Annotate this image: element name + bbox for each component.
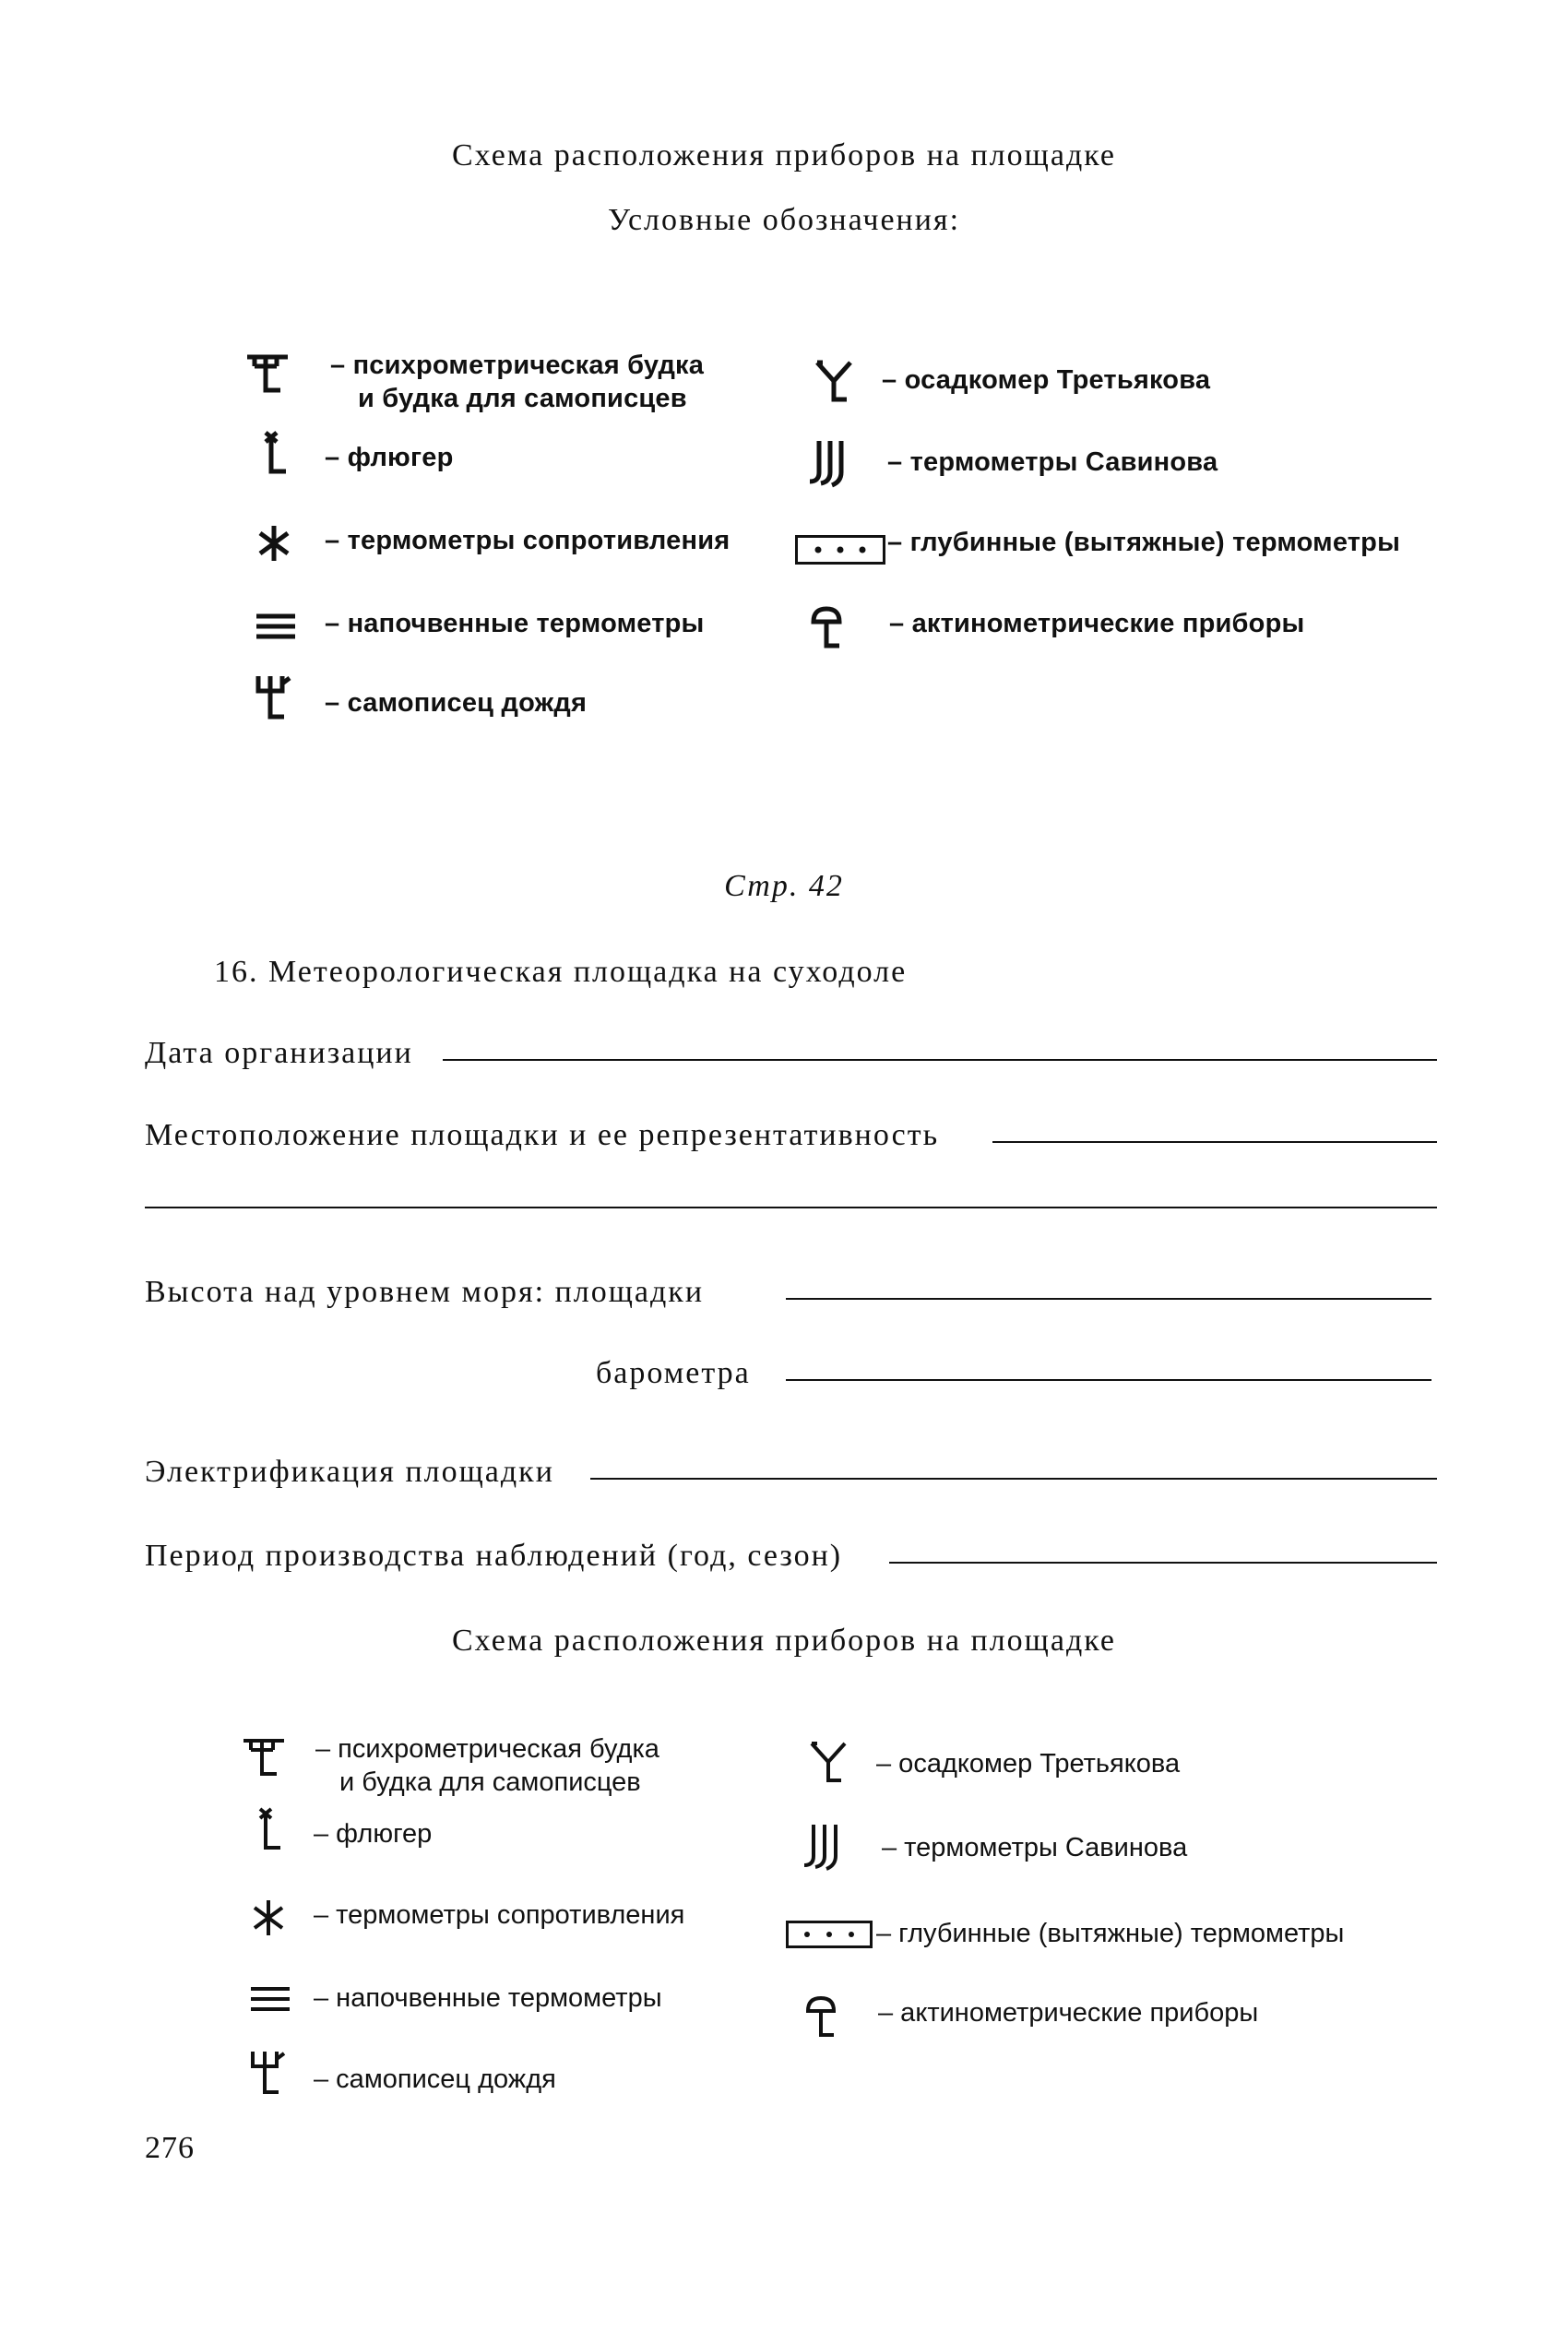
barometer-field-line[interactable] [786,1379,1431,1381]
rain-recorder-icon [249,671,303,724]
legend-precip-gauge: – осадкомер Третьякова [882,365,1211,395]
legend-actinometric: – актинометрические приборы [889,609,1305,638]
altitude-field-line[interactable] [786,1298,1431,1300]
location-label: Местоположение площадки и ее репрезентативность [145,1118,940,1152]
precip-gauge-icon [804,1736,858,1790]
legend-savinov-thermometers: – термометры Савинова [887,447,1218,477]
location-field-line-2[interactable] [145,1207,1437,1208]
legend2-rain-recorder: – самописец дождя [314,2064,556,2094]
depth-thermometers-icon [786,1921,873,1948]
electrification-label: Электрификация площадки [145,1455,554,1489]
legend-resistance-thermometers: – термометры сопротивления [325,526,731,555]
legend2-actinometric: – актинометрические приборы [878,1998,1259,2028]
soil-thermometers-icon [245,1972,299,2026]
legend-rain-recorder: – самописец дождя [325,688,588,718]
psychrometric-booth-icon [238,1731,291,1785]
psychrometric-booth-icon [242,348,295,401]
legend2-weather-vane: – флюгер [314,1819,433,1849]
page-number: 276 [145,2131,195,2165]
resistance-thermometer-icon [247,517,301,570]
section-heading: 16. Метеорологическая площадка на суходоле [214,955,908,989]
legend2-depth-thermometers: – глубинные (вытяжные) термометры [876,1919,1345,1948]
barometer-label: барометра [596,1356,751,1390]
scheme-title-bottom: Схема расположения приборов на площадке [451,1624,1117,1658]
legend2-savinov-thermometers: – термометры Савинова [882,1833,1188,1862]
actinometric-icon [797,1991,850,2044]
period-field-line[interactable] [889,1562,1437,1564]
legend-psychro-line2: и будка для самописцев [358,384,687,413]
savinov-thermometers-icon [804,435,858,489]
soil-thermometers-icon [251,600,304,653]
date-field-line[interactable] [443,1059,1437,1061]
electrification-field-line[interactable] [590,1478,1437,1480]
altitude-label: Высота над уровнем моря: площадки [145,1275,705,1309]
legend-depth-thermometers: – глубинные (вытяжные) термометры [887,528,1401,557]
legend-soil-thermometers: – напочвенные термометры [325,609,705,638]
weather-vane-icon [244,1803,297,1857]
actinometric-icon [802,601,856,655]
period-label: Период производства наблюдений (год, сезон) [145,1539,843,1573]
legend-psychro-line1: – психрометрическая будка [330,351,705,380]
page-reference: Стр. 42 [724,869,844,903]
depth-thermometers-icon [795,535,885,565]
legend2-precip-gauge: – осадкомер Третьякова [876,1749,1181,1779]
resistance-thermometer-icon [242,1891,295,1945]
legend2-psychro-line1: – психрометрическая будка [315,1734,659,1764]
precip-gauge-icon [810,355,863,409]
legend2-resistance-thermometers: – термометры сопротивления [314,1900,685,1930]
scheme-title-top: Схема расположения приборов на площадке [451,138,1117,173]
savinov-thermometers-icon [799,1819,852,1873]
location-field-line[interactable] [992,1141,1437,1143]
rain-recorder-icon [244,2046,297,2100]
date-label: Дата организации [145,1036,413,1070]
legend-title: Условные обозначения: [607,203,961,237]
weather-vane-icon [249,427,303,481]
legend2-soil-thermometers: – напочвенные термометры [314,1983,662,2013]
legend2-psychro-line2: и будка для самописцев [339,1767,641,1797]
legend-weather-vane: – флюгер [325,443,454,472]
